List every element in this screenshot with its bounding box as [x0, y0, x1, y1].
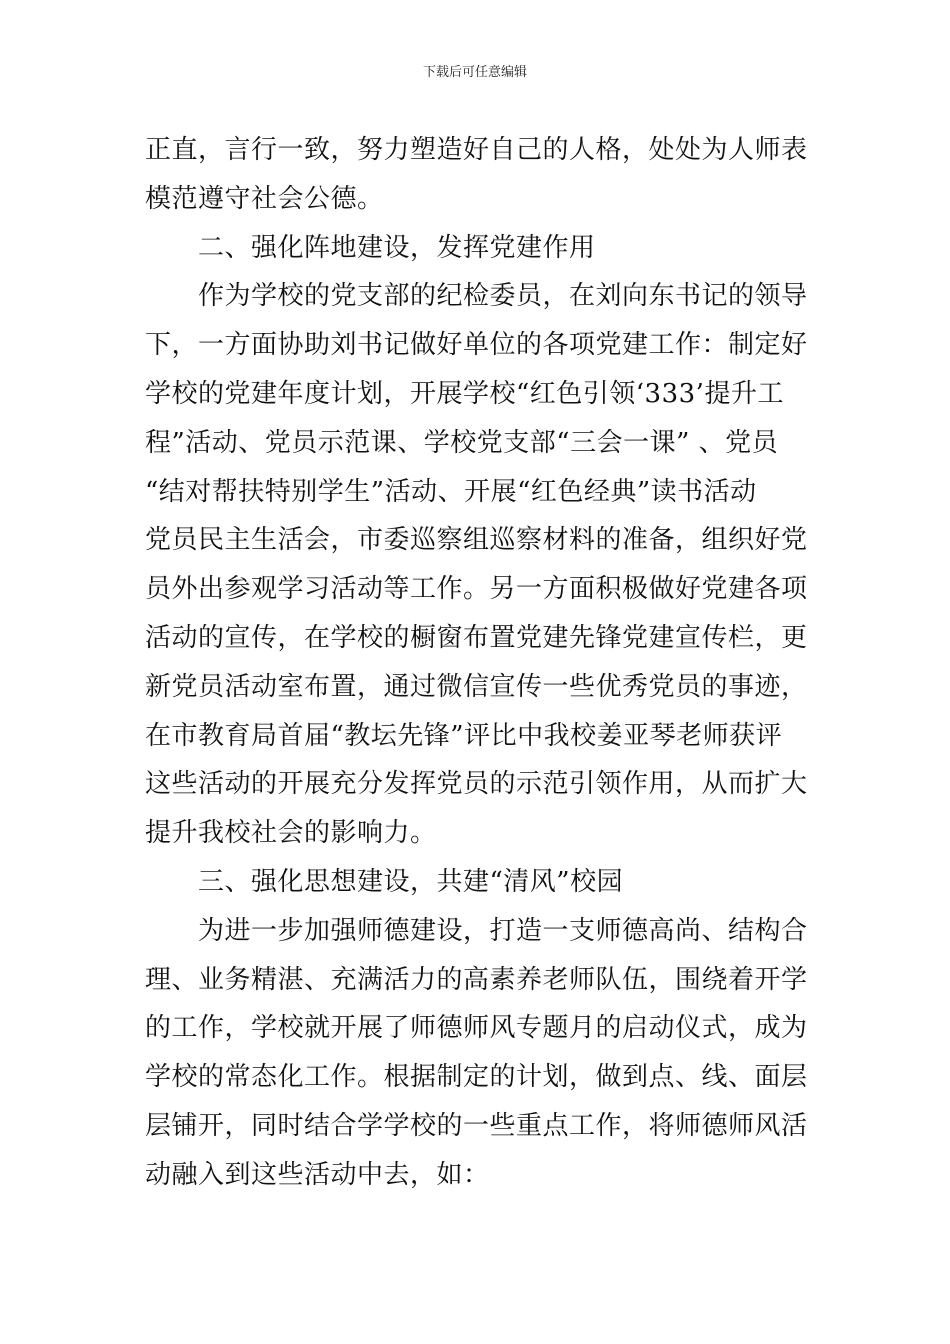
body-text	[145, 126, 815, 1200]
text-line: 理、业务精湛、充满活力的高素养老师队伍，围绕着开学	[145, 964, 808, 995]
text-line: 在市教育局首届“教坛先锋”评比中我校姜亚琴老师获评	[145, 720, 783, 751]
text-line: 的工作，学校就开展了师德师风专题月的启动仪式，成为	[145, 1013, 808, 1044]
text-line: 动融入到这些活动中去，如：	[145, 1159, 490, 1190]
text-line: 下，一方面协助刘书记做好单位的各项党建工作：制定好	[145, 330, 808, 361]
page-header: 下载后可任意编辑	[422, 65, 527, 80]
text-line: 程”活动、党员示范课、学校党支部“三会一课” 、党员	[145, 427, 779, 458]
text-line: 正直，言行一致，努力塑造好自己的人格，处处为人师表	[145, 135, 808, 165]
text-line: 提升我校社会的影响力。	[145, 818, 437, 849]
text-line: 层铺开，同时结合学学校的一些重点工作，将师德师风活	[145, 1110, 808, 1141]
text-line: 作为学校的党支部的纪检委员，在刘向东书记的领导	[145, 281, 808, 312]
text-line: 活动的宣传，在学校的橱窗布置党建先锋党建宣传栏，更	[145, 622, 808, 653]
text-line: 为进一步加强师德建设，打造一支师德高尚、结构合	[145, 915, 808, 946]
text-line: 党员民主生活会，市委巡察组巡察材料的准备，组织好党	[145, 525, 808, 556]
section-heading: 二、强化阵地建设，发挥党建作用	[145, 232, 596, 263]
text-line: 员外出参观学习活动等工作。另一方面积极做好党建各项	[145, 574, 808, 605]
text-line: “结对帮扶特别学生”活动、开展“红色经典”读书活动	[145, 476, 757, 507]
text-line: 学校的常态化工作。根据制定的计划，做到点、线、面层	[145, 1062, 808, 1093]
section-heading: 三、强化思想建设，共建“清风”校园	[145, 866, 624, 897]
text-line: 学校的党建年度计划，开展学校“红色引领‘333’提升工	[145, 378, 784, 409]
text-line: 这些活动的开展充分发挥党员的示范引领作用，从而扩大	[145, 769, 808, 800]
text-line: 模范遵守社会公德。	[145, 183, 384, 214]
text-line: 新党员活动室布置，通过微信宣传一些优秀党员的事迹，	[145, 671, 808, 702]
